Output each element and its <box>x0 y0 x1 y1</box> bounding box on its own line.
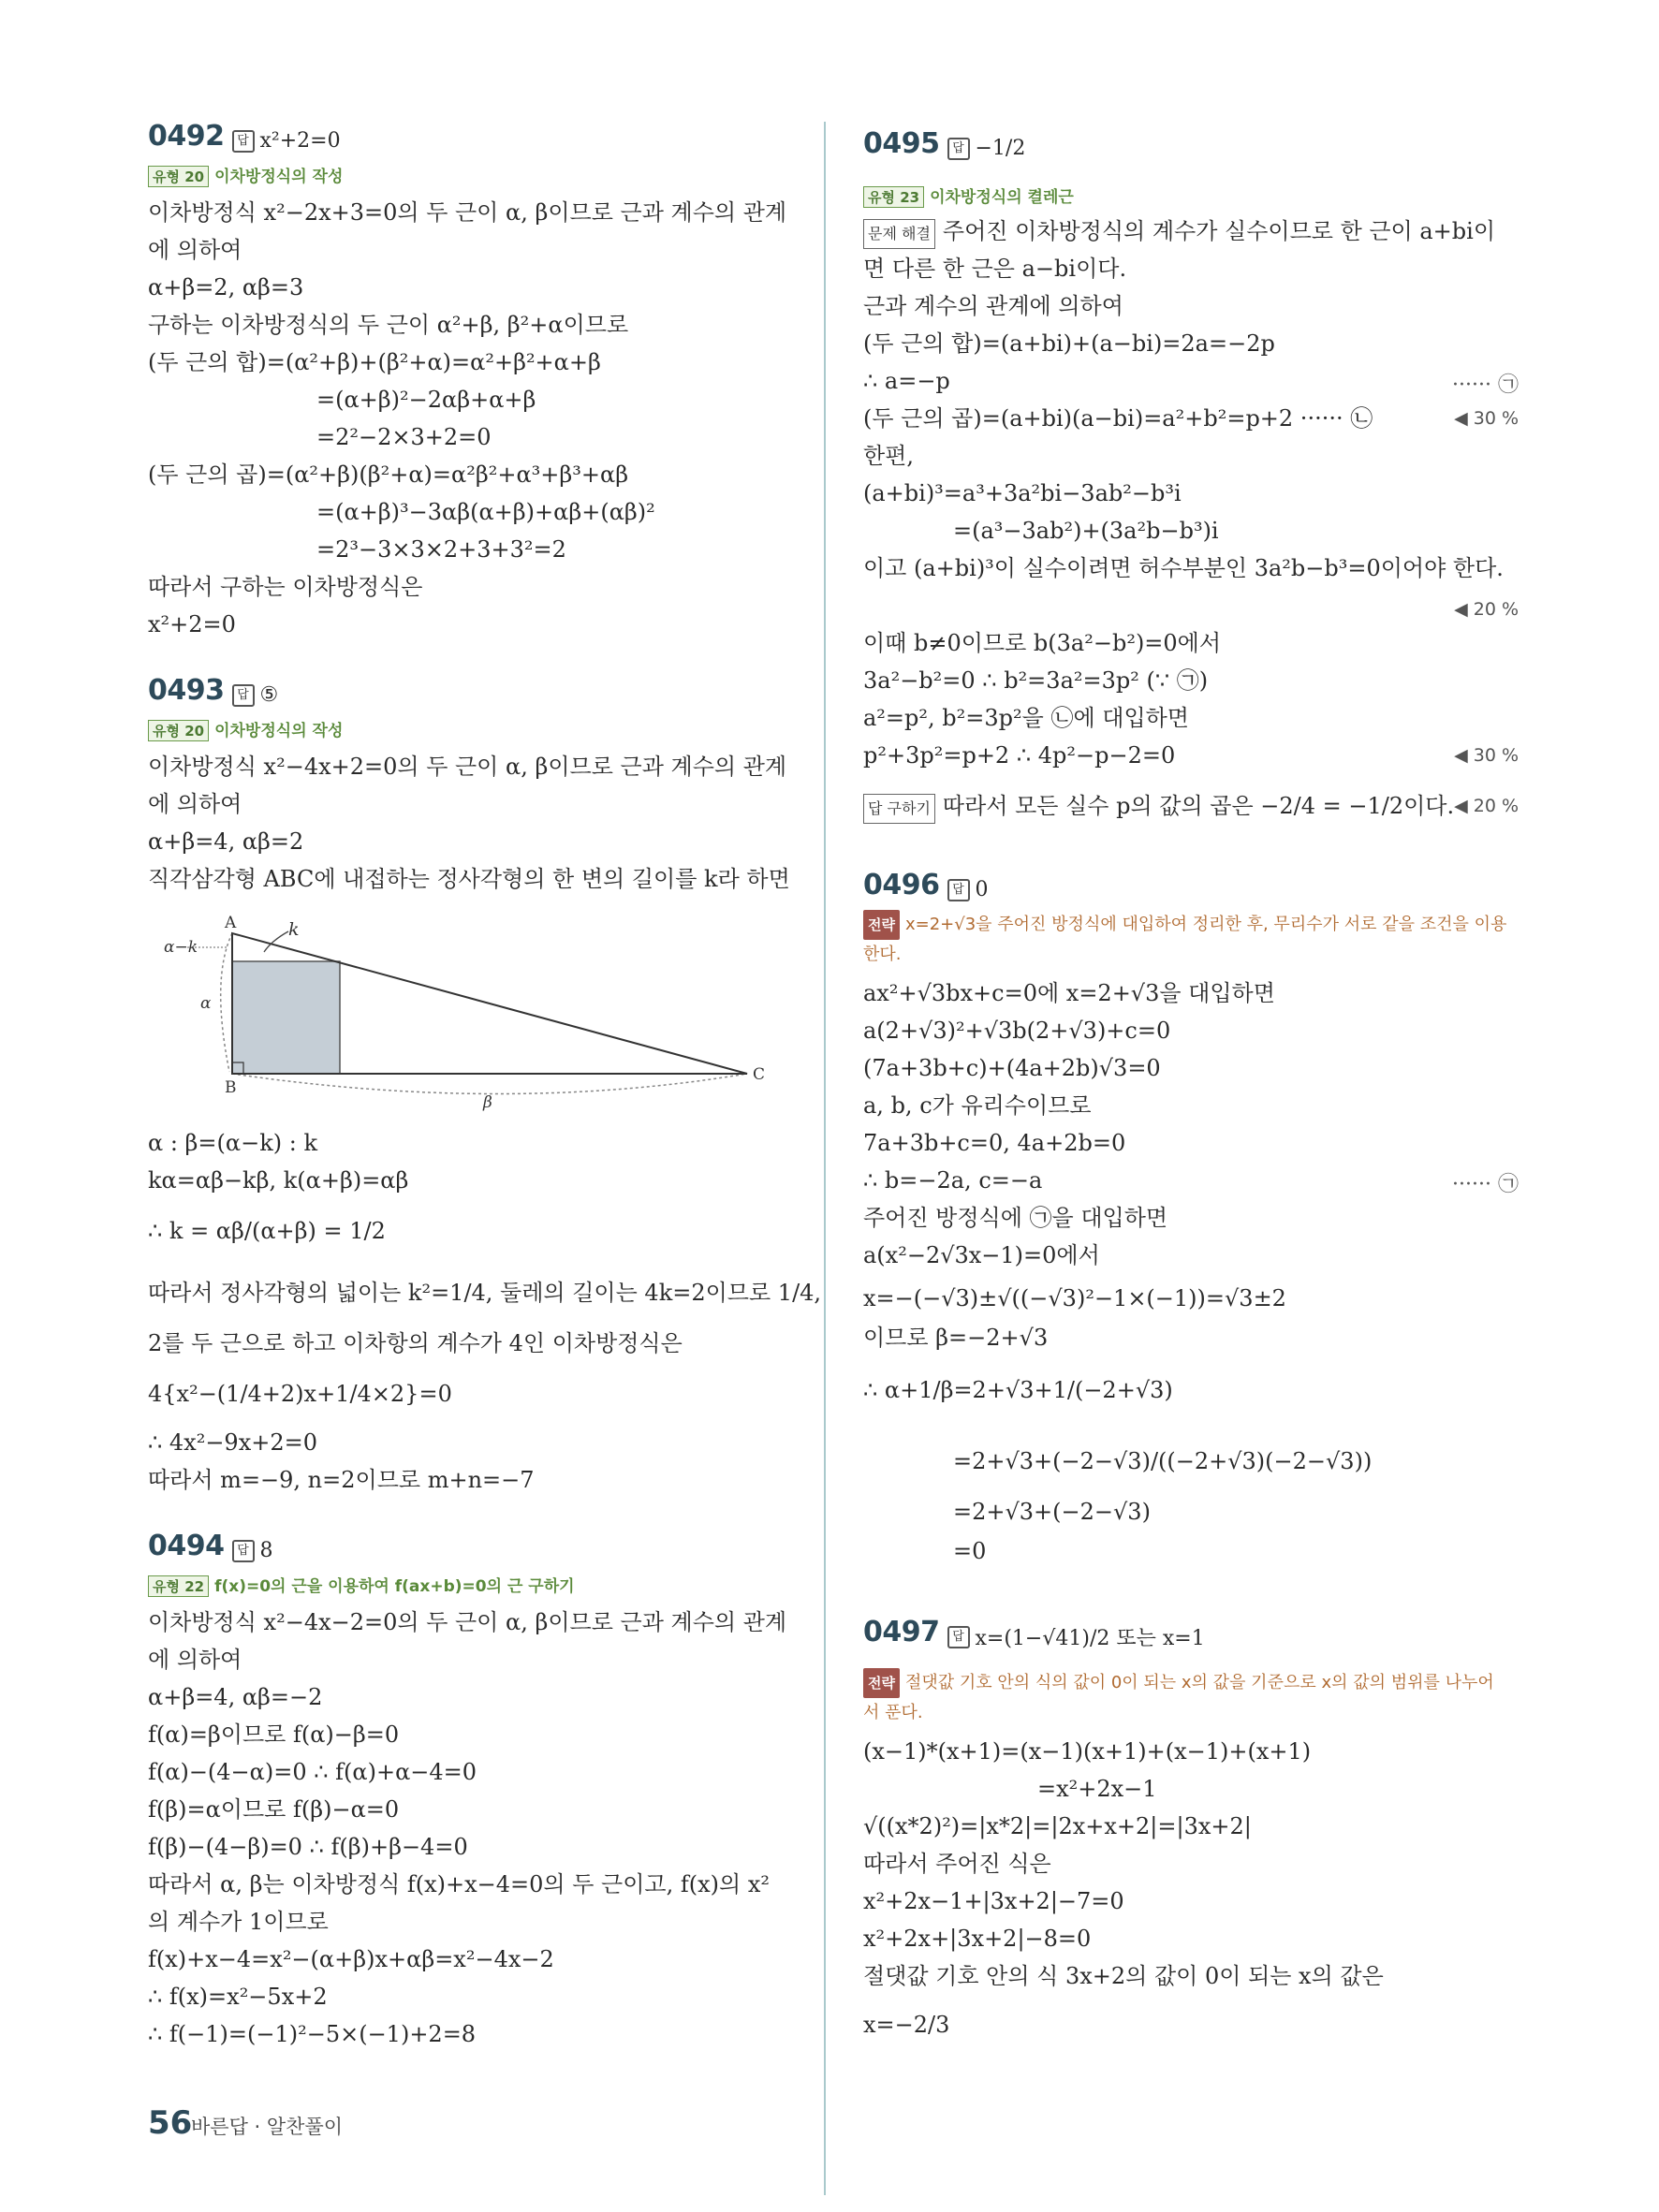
problem-type <box>148 717 343 741</box>
answer-icon: 답 <box>232 684 255 707</box>
solution-text: 따라서 주어진 식은 <box>863 1851 1051 1877</box>
score-percent: ◀ 20 % <box>1454 599 1519 620</box>
solution-text: 이므로 β=−2+√3 <box>863 1325 1049 1351</box>
solution-line <box>863 1376 1173 1404</box>
problem-header <box>863 869 989 901</box>
solution-line <box>148 311 628 339</box>
solution-line <box>863 330 1275 358</box>
solution-line <box>148 2020 476 2048</box>
solution-line <box>863 1925 1091 1953</box>
solution-line <box>316 423 492 451</box>
solution-line <box>863 1091 1092 1120</box>
solution-text: =2²−2×3+2=0 <box>316 424 492 450</box>
type-label: 이차방정식의 작성 <box>214 168 344 186</box>
solution-line <box>148 1758 477 1786</box>
solution-text: =(α+β)²−2αβ+α+β <box>316 387 536 413</box>
solution-line <box>863 667 1208 695</box>
solution-line <box>953 1498 1151 1526</box>
problem-number: 0497 <box>863 1616 940 1648</box>
solution-text: ∴ f(−1)=(−1)²−5×(−1)+2=8 <box>148 2021 477 2047</box>
solution-line <box>148 1683 322 1711</box>
solution-line <box>148 828 303 856</box>
solution-line <box>148 461 628 489</box>
score-percent: ◀ 20 % <box>1454 796 1519 816</box>
answer-value: −1/2 <box>975 137 1026 160</box>
solution-text: a(2+√3)²+√3b(2+√3)+c=0 <box>863 1018 1171 1044</box>
solution-text: (두 근의 곱)=(a+bi)(a−bi)=a²+b²=p+2 ······ ㉡ <box>863 405 1373 432</box>
solution-line <box>953 1537 986 1565</box>
type-label: 이차방정식의 켤레근 <box>930 188 1074 207</box>
solution-text: =2+√3+(−2−√3) <box>953 1499 1151 1525</box>
solution-line <box>863 979 1275 1007</box>
solution-line <box>863 1962 1384 1990</box>
solution-line <box>148 790 242 818</box>
solution-line <box>863 629 1221 657</box>
solution-text: ∴ f(x)=x²−5x+2 <box>148 1984 328 2010</box>
problem-number: 0492 <box>148 120 225 153</box>
problem-header <box>148 1530 273 1562</box>
step-badge: 문제 해결 <box>863 219 935 249</box>
solution-text: x²+2x−1+|3x+2|−7=0 <box>863 1888 1124 1914</box>
solution-line <box>148 1380 452 1408</box>
solution-text: a²=p², b²=3p²을 ㉡에 대입하면 <box>863 705 1189 731</box>
solution-text: 따라서 m=−9, n=2이므로 m+n=−7 <box>148 1467 535 1493</box>
solution-text: =x²+2x−1 <box>1037 1776 1157 1802</box>
solution-line <box>148 236 242 264</box>
solution-text: =2³−3×3×2+3+3²=2 <box>316 536 566 563</box>
solution-text: 이고 (a+bi)³이 실수이려면 허수부분인 3a²b−b³=0이어야 한다. <box>863 555 1504 581</box>
solution-line <box>316 498 655 526</box>
solution-text: x=−(−√3)±√((−√3)²−1×(−1))=√3±2 <box>863 1285 1286 1311</box>
answer-value: ⑤ <box>259 683 279 707</box>
solution-line <box>863 1241 1100 1269</box>
solution-line <box>863 367 950 395</box>
solution-line <box>148 1329 683 1357</box>
solution-line <box>148 1466 535 1494</box>
problem-number: 0494 <box>148 1530 225 1562</box>
solution-text: x=−2/3 <box>863 2012 950 2038</box>
solution-line <box>863 1850 1051 1878</box>
solution-text: f(x)+x−4=x²−(α+β)x+αβ=x²−4x−2 <box>148 1946 554 1972</box>
type-badge: 유형 23 <box>863 186 924 208</box>
solution-line <box>148 1166 408 1194</box>
solution-text: 한편, <box>863 443 914 469</box>
solution-line <box>863 1812 1252 1840</box>
label-C: C <box>753 1065 766 1084</box>
answer-icon: 답 <box>232 130 255 153</box>
type-badge: 유형 22 <box>148 1575 209 1597</box>
solution-line <box>863 404 1373 432</box>
solution-text: 2를 두 근으로 하고 이차항의 계수가 4인 이차방정식은 <box>148 1330 683 1356</box>
solution-line <box>1037 1775 1157 1803</box>
solution-text: kα=αβ−kβ, k(α+β)=αβ <box>148 1167 409 1194</box>
solution-text: 에 의하여 <box>148 791 242 817</box>
solution-line <box>148 1428 317 1457</box>
problem-type <box>148 163 343 187</box>
solution-line <box>148 273 303 301</box>
solution-line <box>863 1204 1167 1232</box>
solution-text: 7a+3b+c=0, 4a+2b=0 <box>863 1130 1126 1156</box>
solution-line <box>863 442 914 470</box>
triangle-figure <box>159 913 796 1112</box>
solution-text: 따라서 정사각형의 넓이는 k²=1/4, 둘레의 길이는 4k=2이므로 1/4, <box>148 1280 822 1306</box>
type-badge: 유형 20 <box>148 166 209 187</box>
answer-icon: 답 <box>947 879 970 901</box>
solution-text: 3a²−b²=0 ∴ b²=3a²=3p² (∵ ㉠) <box>863 667 1209 694</box>
solution-line <box>863 741 1175 769</box>
score-percent: ◀ 30 % <box>1454 745 1519 766</box>
solution-text: =(a³−3ab²)+(3a²b−b³)i <box>953 518 1219 544</box>
solution-line <box>863 255 1126 283</box>
strategy-note <box>863 910 1509 970</box>
solution-line <box>148 1646 242 1674</box>
solution-line <box>148 348 601 376</box>
solution-text: f(β)=α이므로 f(β)−α=0 <box>148 1796 400 1823</box>
answer-icon: 답 <box>232 1540 255 1562</box>
problem-type <box>863 183 1074 208</box>
solution-text: 에 의하여 <box>148 237 242 263</box>
solution-text: 따라서 α, β는 이차방정식 f(x)+x−4=0의 두 근이고, f(x)의 x² <box>148 1871 770 1897</box>
solution-line <box>863 792 1454 824</box>
step-badge: 답 구하기 <box>863 794 935 824</box>
solution-line <box>148 1795 399 1824</box>
solution-text: 4{x²−(1/4+2)x+1/4×2}=0 <box>148 1381 452 1407</box>
label-alpha-minus-k: α−k <box>164 938 198 957</box>
answer-icon: 답 <box>947 138 970 160</box>
solution-text: √((x*2)²)=|x*2|=|2x+x+2|=|3x+2| <box>863 1813 1252 1839</box>
solution-text: a(x²−2√3x−1)=0에서 <box>863 1242 1100 1268</box>
page-number: 56 <box>148 2104 193 2142</box>
solution-text: =(α+β)³−3αβ(α+β)+αβ+(αβ)² <box>316 499 655 525</box>
solution-text: 주어진 방정식에 ㉠을 대입하면 <box>863 1205 1168 1231</box>
solution-line <box>148 1608 786 1636</box>
solution-line <box>148 1870 770 1898</box>
solution-line <box>148 1983 328 2011</box>
solution-line <box>863 704 1189 732</box>
solution-line <box>148 1279 821 1307</box>
solution-line <box>863 1166 1042 1194</box>
solution-text: ∴ 4x²−9x+2=0 <box>148 1429 317 1456</box>
problem-header <box>148 674 278 707</box>
problem-header <box>863 1616 1205 1651</box>
answer-value: 8 <box>259 1539 273 1562</box>
solution-text: f(β)−(4−β)=0 ∴ f(β)+β−4=0 <box>148 1834 468 1860</box>
solution-text: ∴ α+1/β=2+√3+1/(−2+√3) <box>863 1377 1173 1403</box>
solution-line <box>863 292 1123 320</box>
strategy-badge: 전략 <box>863 1668 900 1698</box>
solution-line <box>148 1945 554 1973</box>
solution-text: 면 다른 한 근은 a−bi이다. <box>863 256 1127 282</box>
solution-text: α+β=4, αβ=−2 <box>148 1684 323 1710</box>
solution-text: ∴ b=−2a, c=−a <box>863 1167 1043 1194</box>
problem-type <box>148 1573 575 1597</box>
solution-text: (두 근의 합)=(α²+β)+(β²+α)=α²+β²+α+β <box>148 349 601 375</box>
label-B: B <box>225 1078 237 1097</box>
solution-text: 절댓값 기호 안의 식 3x+2의 값이 0이 되는 x의 값은 <box>863 1963 1384 1989</box>
solution-text: 이차방정식 x²−4x+2=0의 두 근이 α, β이므로 근과 계수의 관계 <box>148 754 787 780</box>
column-divider <box>824 122 826 2195</box>
solution-line <box>148 865 790 893</box>
problem-header <box>863 127 1025 160</box>
solution-text: α : β=(α−k) : k <box>148 1130 318 1156</box>
solution-text: =2+√3+(−2−√3)/((−2+√3)(−2−√3)) <box>953 1448 1373 1474</box>
strategy-badge: 전략 <box>863 910 900 940</box>
equation-marker: ······ ㉠ <box>1452 1173 1519 1196</box>
solution-text: 이때 b≠0이므로 b(3a²−b²)=0에서 <box>863 630 1222 656</box>
solution-line <box>148 1908 329 1936</box>
solution-line <box>148 1721 399 1749</box>
solution-line <box>863 1284 1286 1312</box>
answer-value: x²+2=0 <box>259 129 341 153</box>
solution-line <box>863 1129 1125 1157</box>
solution-text: 따라서 구하는 이차방정식은 <box>148 574 423 600</box>
solution-line <box>863 479 1182 507</box>
strategy-text: 절댓값 기호 안의 식의 값이 0이 되는 x의 값을 기준으로 x의 값의 범위를 나누어서 푼다. <box>863 1673 1494 1722</box>
solution-line <box>863 2011 949 2039</box>
problem-header <box>148 120 341 153</box>
solution-text: f(α)=β이므로 f(α)−β=0 <box>148 1721 400 1748</box>
footer-title: 바른답 · 알찬풀이 <box>191 2116 344 2138</box>
type-label: f(x)=0의 근을 이용하여 f(ax+b)=0의 근 구하기 <box>214 1577 575 1596</box>
solution-text: 에 의하여 <box>148 1647 242 1673</box>
label-beta: β <box>483 1093 492 1112</box>
label-alpha: α <box>200 994 212 1013</box>
solution-line <box>863 1017 1170 1045</box>
solution-text: α+β=2, αβ=3 <box>148 274 304 300</box>
solution-text: 이차방정식 x²−2x+3=0의 두 근이 α, β이므로 근과 계수의 관계 <box>148 199 787 226</box>
problem-number: 0493 <box>148 674 225 707</box>
type-label: 이차방정식의 작성 <box>214 722 344 740</box>
solution-text: 근과 계수의 관계에 의하여 <box>863 293 1123 319</box>
problem-number: 0496 <box>863 869 940 901</box>
solution-text: x²+2=0 <box>148 611 236 637</box>
equation-marker: ······ ㉠ <box>1452 374 1519 397</box>
solution-text: α+β=4, αβ=2 <box>148 828 304 855</box>
solution-line <box>148 1129 317 1157</box>
answer-value: 0 <box>975 878 989 901</box>
strategy-text: x=2+√3을 주어진 방정식에 대입하여 정리한 후, 무리수가 서로 같을 조건을 이용한다. <box>863 915 1507 964</box>
solution-line <box>863 1054 1161 1082</box>
label-k: k <box>288 919 300 940</box>
solution-text: (x−1)*(x+1)=(x−1)(x+1)+(x−1)+(x+1) <box>863 1738 1312 1765</box>
solution-text: ax²+√3bx+c=0에 x=2+√3을 대입하면 <box>863 980 1275 1006</box>
answer-icon: 답 <box>947 1626 970 1648</box>
solution-text: ∴ k = αβ/(α+β) = 1/2 <box>148 1218 386 1244</box>
solution-text: x²+2x+|3x+2|−8=0 <box>863 1926 1092 1952</box>
solution-line <box>316 386 536 414</box>
solution-line <box>863 1887 1124 1915</box>
solution-line <box>953 1447 1372 1475</box>
label-A: A <box>225 914 237 932</box>
solution-line <box>148 753 786 781</box>
solution-line <box>148 610 236 638</box>
solution-text: a, b, c가 유리수이므로 <box>863 1092 1092 1119</box>
solution-line <box>863 217 1495 249</box>
score-percent: ◀ 30 % <box>1454 408 1519 429</box>
solution-line <box>148 573 422 601</box>
type-badge: 유형 20 <box>148 720 209 741</box>
solution-text: f(α)−(4−α)=0 ∴ f(α)+α−4=0 <box>148 1759 477 1785</box>
solution-text: (7a+3b+c)+(4a+2b)√3=0 <box>863 1055 1161 1081</box>
solution-text: (두 근의 곱)=(α²+β)(β²+α)=α²β²+α³+β³+αβ <box>148 461 629 488</box>
strategy-note <box>863 1668 1509 1728</box>
solution-line <box>863 1324 1048 1352</box>
solution-text: =0 <box>953 1538 987 1564</box>
solution-text: 직각삼각형 ABC에 내접하는 정사각형의 한 변의 길이를 k라 하면 <box>148 866 790 892</box>
answer-value: x=(1−√41)/2 또는 x=1 <box>975 1627 1205 1650</box>
solution-line <box>148 1833 468 1861</box>
solution-text: ∴ a=−p <box>863 368 950 394</box>
solution-line <box>148 198 786 227</box>
solution-line <box>316 535 566 564</box>
solution-text: (두 근의 합)=(a+bi)+(a−bi)=2a=−2p <box>863 330 1275 357</box>
solution-line <box>148 1217 386 1245</box>
solution-line <box>863 1737 1311 1765</box>
solution-text: 따라서 모든 실수 p의 값의 곱은 −2/4 = −1/2이다. <box>942 793 1455 819</box>
solution-line <box>953 517 1219 545</box>
solution-text: p²+3p²=p+2 ∴ 4p²−p−2=0 <box>863 742 1176 769</box>
solution-line <box>863 554 1504 582</box>
solution-text: 이차방정식 x²−4x−2=0의 두 근이 α, β이므로 근과 계수의 관계 <box>148 1609 787 1635</box>
problem-number: 0495 <box>863 127 940 160</box>
solution-text: 구하는 이차방정식의 두 근이 α²+β, β²+α이므로 <box>148 312 629 338</box>
solution-text: 주어진 이차방정식의 계수가 실수이므로 한 근이 a+bi이 <box>942 218 1496 244</box>
solution-text: (a+bi)³=a³+3a²bi−3ab²−b³i <box>863 480 1182 506</box>
solution-text: 의 계수가 1이므로 <box>148 1909 329 1935</box>
